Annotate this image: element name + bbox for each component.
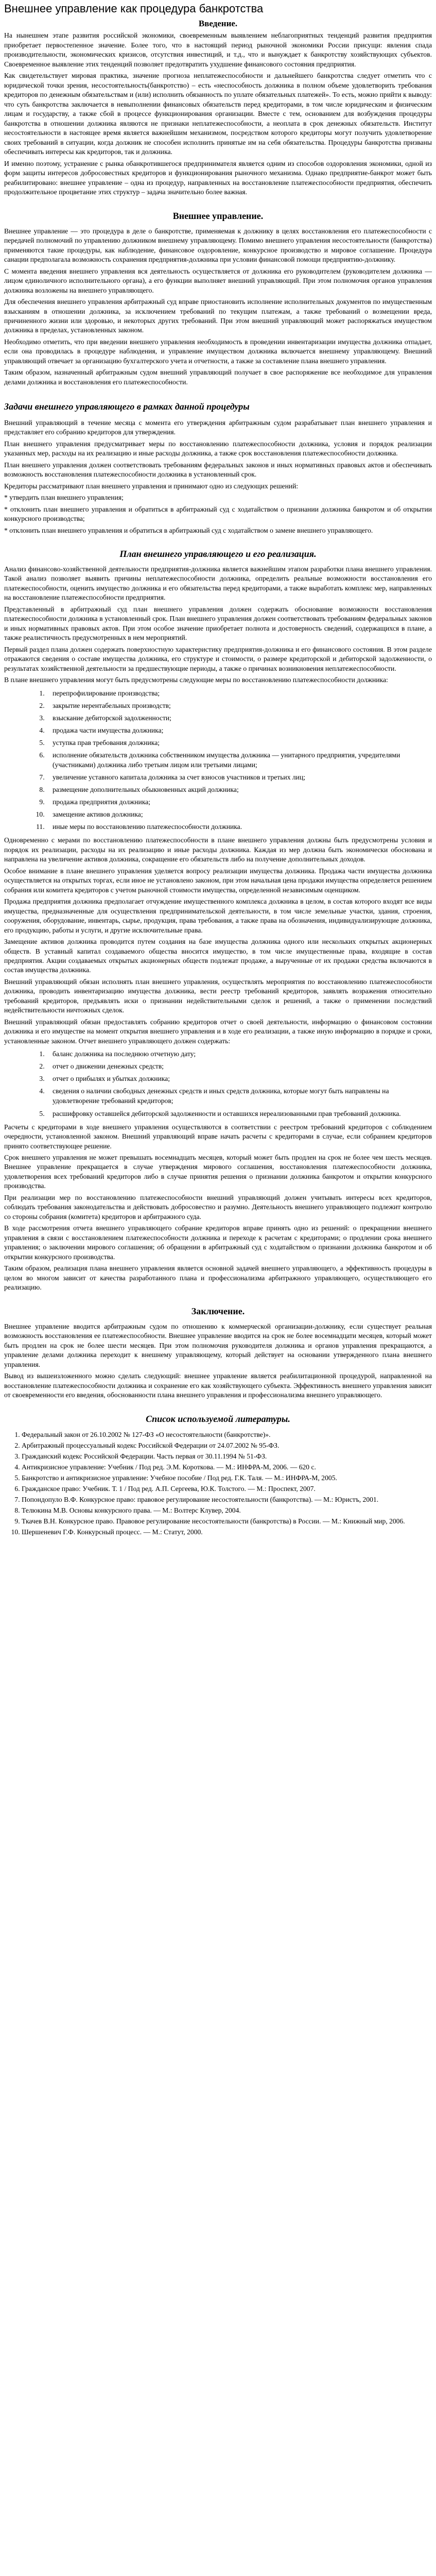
bibliography-list	[4, 1430, 432, 1537]
list-item: 3. взыскание дебиторской задолженности;	[46, 713, 432, 723]
list-item: 9. продажа предприятия должника;	[46, 797, 432, 807]
list-item: 4. сведения о наличии свободных денежных средств и иных средств должника, которые могут быть направлены на удовлетворение требований кредиторов;	[46, 1086, 432, 1106]
bibliography-item: 7. Попондопуло В.Ф. Конкурсное право: правовое регулирование несостоятельности (банкротства). — М.: Юристъ, 2001.	[22, 1495, 432, 1504]
plan-paragraph: Одновременно с мерами по восстановлению платежеспособности в плане внешнего управления должны быть предусмотрены условия и порядок их реализации, расходы на их реализацию и иные расходы должника. Каждая из мер должна быть экономически обоснована и направлена на увеличение активов должника, сокращение его обязательств либо на получение дополнительных доходов.	[4, 836, 432, 863]
bibliography-item: 2. Арбитражный процессуальный кодекс Российской Федерации от 24.07.2002 № 95-ФЗ.	[22, 1440, 432, 1450]
tasks-paragraph: * утвердить план внешнего управления;	[4, 494, 124, 502]
plan-paragraph: Расчеты с кредиторами в ходе внешнего управления осуществляются в соответствии с реестром требований кредиторов с соблюдением очередности, установленной законом. Внешний управляющий вправе начать расчеты с кредиторами в случае, если собранием кредиторов принято соответствующее решение.	[4, 1123, 432, 1150]
bibliography-item: 10. Шершеневич Г.Ф. Конкурсный процесс. — М.: Статут, 2000.	[22, 1527, 432, 1537]
tasks-paragraph: Кредиторы рассматривают план внешнего управления и принимают одно из следующих решений:	[4, 482, 299, 490]
list-item: 10. замещение активов должника;	[46, 809, 432, 819]
intro-paragraph: На нынешнем этапе развития российской экономики, своевременным выявлением неблагоприятных тенденций развития предприятия приобретает первостепенное значение. Более того, что в настоящий период рыночной экономики России присущи: явления спада производительности, экономических кризисов, отсутствия инвестиций, и т.д., что и вынуждает к банкротству хозяйствующих субъектов. Своевременное выявление этих тенденций позволяет предотвратить ухудшение финансового состояния предприятия.	[4, 31, 432, 68]
bibliography-heading: Список используемой литературы.	[146, 1413, 290, 1424]
report-list	[4, 1049, 432, 1118]
conclusion-paragraph: Вывод из вышеизложенного можно сделать следующий: внешнее управление является реабилитационной процедурой, направленной на восстановление платежеспособности должника и сохранение его как хозяйствующего субъекта. Эффективность внешнего управления зависит от своевременности его введения, обоснованности плана внешнего управления и профессионализма внешнего управляющего.	[4, 1372, 432, 1399]
list-item: 1. перепрофилирование производства;	[46, 688, 432, 698]
plan-paragraph: Первый раздел плана должен содержать поверхностную характеристику предприятия-должника и его финансового состояния. В этом разделе отражаются сведения о составе имущества должника, его структуре и стоимости, о размере кредиторской и дебиторской задолженности, о результатах хозяйственной деятельности за предшествующие периоды, а также о причинах возникновения неплатежеспособности.	[4, 645, 432, 672]
tasks-paragraph: План внешнего управления должен соответствовать требованиям федеральных законов и иных нормативных правовых актов и обеспечивать возможность восстановления платежеспособности должника в установленный срок.	[4, 461, 432, 479]
introduction-heading: Введение.	[198, 19, 238, 29]
tasks-paragraph: Внешний управляющий в течение месяца с момента его утверждения арбитражным судом разрабатывает план внешнего управления и представляет его собранию кредиторов для утверждения.	[4, 418, 432, 436]
plan-paragraph: Анализ финансово-хозяйственной деятельности предприятия-должника является важнейшим этапом разработки плана внешнего управления. Такой анализ позволяет выявить причины неплатежеспособности должника, определить реальные возможности восстановления его платежеспособности, оценить имущество должника и его обязательства перед кредиторами, а также выработать комплекс мер, направленных на восстановление платежеспособности предприятия.	[4, 565, 432, 602]
conclusion-heading: Заключение.	[191, 1306, 245, 1316]
bibliography-item: 3. Гражданский кодекс Российской Федерации. Часть первая от 30.11.1994 № 51-ФЗ.	[22, 1451, 432, 1461]
tasks-paragraph: План внешнего управления предусматривает меры по восстановлению платежеспособности должника, условия и порядок реализации указанных мер, расходы на их реализацию и иные расходы должника, а также срок восстановления платежеспособности должника.	[4, 439, 432, 457]
plan-paragraph: Замещение активов должника проводится путем создания на базе имущества должника одного или нескольких открытых акционерных обществ. В уставный капитал создаваемого общества вносится имущество, в том числе имущественные права, входящие в состав предприятия. Акции создаваемых открытых акционерных обществ подлежат продаже, а вырученные от их продажи средства включаются в состав имущества должника.	[4, 938, 432, 974]
plan-paragraph: Внешний управляющий обязан исполнять план внешнего управления, осуществлять мероприятия по восстановлению платежеспособности должника, проводить инвентаризацию имущества должника, вести реестр требований кредиторов, заявлять возражения относительно требований кредиторов, предъявлять иски о признании недействительными сделок и решений, а также о применении последствий недействительности ничтожных сделок.	[4, 977, 432, 1014]
list-item: 5. расшифровку оставшейся дебиторской задолженности и оставшихся нереализованными прав требований должника.	[46, 1109, 432, 1118]
conclusion-section	[4, 1306, 432, 1400]
bibliography-item: 4. Антикризисное управление: Учебник / Под ред. Э.М. Короткова. — М.: ИНФРА-М, 2006. — 620 с.	[22, 1462, 432, 1472]
external-management-paragraph: Необходимо отметить, что при введении внешнего управления необходимость в проведении инвентаризации имущества должника отпадает, если она проводилась в процедуре наблюдения, и управление имуществом должника включается внешнему управляющему. Внешний управляющий отвечает за организацию бухгалтерского учета и отчетности, а также за составление плана внешнего управления.	[4, 337, 432, 365]
list-item: 11. иные меры по восстановлению платежеспособности должника.	[46, 822, 432, 832]
list-item: 2. отчет о движении денежных средств;	[46, 1061, 432, 1071]
plan-paragraph: Внешний управляющий обязан предоставлять собранию кредиторов отчет о своей деятельности, информацию о финансовом состоянии должника и его имуществе на момент открытия внешнего управления и в ходе его реализации, а также иную информацию в порядке и сроки, установленные законом. Отчет внешнего управляющего должен содержать:	[4, 1018, 432, 1045]
external-management-paragraph: Таким образом, назначенный арбитражным судом внешний управляющий получает в свое распоряжение все необходимое для управления делами должника и восстановления его платежеспособности.	[4, 368, 432, 386]
bibliography-item: 1. Федеральный закон от 26.10.2002 № 127-ФЗ «О несостоятельности (банкротстве)».	[22, 1430, 432, 1439]
list-item: 3. отчет о прибылях и убытках должника;	[46, 1074, 432, 1083]
document-page	[0, 2, 436, 1548]
plan-paragraph: При реализации мер по восстановлению платежеспособности внешний управляющий должен учитывать интересы всех кредиторов, соблюдать требования законодательства и действовать добросовестно и разумно. Деятельность внешнего управляющего подлежит контролю со стороны собрания (комитета) кредиторов и арбитражного суда.	[4, 1193, 432, 1221]
plan-paragraph: Срок внешнего управления не может превышать восемнадцать месяцев, который может быть продлен на срок не более чем шесть месяцев. Внешнее управление прекращается в случае утверждения мирового соглашения, восстановления платежеспособности должника, удовлетворения всех требований кредиторов либо в случае принятия решения о признании должника банкротом и открытии конкурсного производства.	[4, 1154, 432, 1190]
bibliography-item: 8. Телюкина М.В. Основы конкурсного права. — М.: Волтерс Клувер, 2004.	[22, 1505, 432, 1515]
intro-paragraph: И именно поэтому, устранение с рынка обанкротившегося предпринимателя является одним из способов оздоровления экономики, одной из форм защиты интересов добросовестных кредиторов и функционирования рыночного механизма. Однако предприятие-банкрот может быть реабилитировано: внешнее управление – одна из процедур, направленных на восстановление платежеспособности предприятия, обеспечить продолжительное процветание этих структур – задача значительно более важная.	[4, 159, 432, 196]
external-management-paragraph: Для обеспечения внешнего управления арбитражный суд вправе приостановить исполнение исполнительных документов по имущественным взысканиям в отношении должника, за исключением требований по текущим платежам, а также требований о возмещении вреда, причиненного жизни или здоровью, и некоторых других требований. При этом внешний управляющий может распоряжаться имуществом должника в пределах, установленных законом.	[4, 298, 432, 334]
tasks-section	[4, 400, 432, 535]
tasks-paragraph: * отклонить план внешнего управления и обратиться в арбитражный суд с ходатайством о замене внешнего управляющего.	[4, 526, 373, 534]
bibliography-section	[4, 1414, 432, 1537]
plan-paragraph: Таким образом, реализация плана внешнего управления является основной задачей внешнего управляющего, а эффективность процедуры в целом во многом зависит от качества разработанного плана и профессионализма арбитражного управляющего, осуществляющего его реализацию.	[4, 1264, 432, 1292]
plan-paragraph: Представленный в арбитражный суд план внешнего управления должен содержать обоснование возможности восстановления платежеспособности должника в установленный срок. План внешнего управления должен соответствовать требованиям федеральных законов и иных нормативных правовых актов. При этом особое значение приобретает полнота и достоверность сведений, содержащихся в плане, а также реалистичность предусмотренных в нем мероприятий.	[4, 605, 432, 642]
plan-paragraph: В ходе рассмотрения отчета внешнего управляющего собрание кредиторов вправе принять одно из решений: о прекращении внешнего управления в связи с восстановлением платежеспособности должника и переходе к расчетам с кредиторами; о продлении срока внешнего управления; о заключении мирового соглашения; об обращении в арбитражный суд с ходатайством о признании должника банкротом и об открытии конкурсного производства.	[4, 1224, 432, 1261]
bibliography-item: 6. Гражданское право: Учебник. Т. 1 / Под ред. А.П. Сергеева, Ю.К. Толстого. — М.: Проспект, 2007.	[22, 1484, 432, 1494]
list-item: 5. уступка прав требования должника;	[46, 738, 432, 748]
introduction-section	[4, 19, 432, 197]
tasks-heading: Задачи внешнего управляющего в рамках данной процедуры	[4, 401, 250, 412]
list-item: 8. размещение дополнительных обыкновенных акций должника;	[46, 785, 432, 794]
external-management-section	[4, 211, 432, 387]
external-management-paragraph: С момента введения внешнего управления вся деятельность осуществляется от должника его руководителем (руководителем должника — лицом единоличного исполнительного органа), а его функции выполняет внешний управляющий. При этом полномочия органов управления должника возложены на внешнего управляющего.	[4, 267, 432, 294]
list-item: 7. увеличение уставного капитала должника за счет взносов участников и третьих лиц;	[46, 772, 432, 782]
list-item: 2. закрытие нерентабельных производств;	[46, 701, 432, 710]
page-title: Внешнее управление как процедура банкротства	[4, 2, 264, 15]
measures-list	[4, 688, 432, 832]
intro-paragraph: Как свидетельствует мировая практика, значение прогноза неплатежеспособности и дальнейшего банкротства следует отметить что с юридической точки зрения, несостоятельность(банкротство) – есть «неспособность должника в полном объеме удовлетворить требования кредиторов по денежным обязательствам и (или) исполнить обязанность по уплате обязательных платежей». То есть, можно прийти к выводу: что суть банкротства заключается в невыполнении финансовых обязательств перед кредиторами, в том числе юридическим и физическим лицам и государству, а также сбой в процессе функционирования организации. Вместе с тем, основанием для возбуждения процедуры банкротства в отношении должника являются не признаки неплатежеспособности, а неоплата в срок денежных обязательств. Институт несостоятельности в настоящее время является важнейшим механизмом, посредством которого кредиторы могут получить удовлетворение своих требований в ситуации, когда должник не способен исполнить принятые им на себя обязательства. Процедуры банкротства призваны обеспечивать интересы как кредиторов, так и должника.	[4, 72, 432, 156]
list-item: 1. баланс должника на последнюю отчетную дату;	[46, 1049, 432, 1059]
plan-paragraph: Особое внимание в плане внешнего управления уделяется вопросу реализации имущества должника. Продажа части имущества должника осуществляется на открытых торгах, если иное не установлено законом, при этом начальная цена продажи имущества определяется решением собрания или комитета кредиторов с учетом рыночной стоимости имущества, определенной независимым оценщиком.	[4, 867, 432, 894]
conclusion-paragraph: Внешнее управление вводится арбитражным судом по отношению к коммерческой организации-должнику, если существует реальная возможность восстановления ее платежеспособности. Внешнее управление вводится на срок не более восемнадцати месяцев, который может быть продлен на срок не более шести месяцев. При этом полномочия руководителя должника и органов управления прекращаются, а управление делами должника переходит к внешнему управляющему, который действует на основании утвержденного плана внешнего управления.	[4, 1322, 432, 1368]
plan-paragraph: В плане внешнего управления могут быть предусмотрены следующие меры по восстановлению платежеспособности должника:	[4, 676, 388, 684]
plan-paragraph: Продажа предприятия должника предполагает отчуждение имущественного комплекса должника в целом, в состав которого входят все виды имущества, предназначенные для осуществления предпринимательской деятельности, в том числе земельные участки, здания, строения, сооружения, оборудование, инвентарь, сырье, продукция, права требования, а также права на обозначения, индивидуализирующие должника, его продукцию, работы и услуги, и другие исключительные права.	[4, 897, 432, 934]
external-management-paragraph: Внешнее управление — это процедура в деле о банкротстве, применяемая к должнику в целях восстановления его платежеспособности с передачей полномочий по управлению должником внешнему управляющему. Помимо внешнего управления несостоятельности (банкротства) применяются такие процедуры, как наблюдение, финансовое оздоровление, конкурсное производство и мировое соглашение. Процедура санации предполагала возможность сохранения предприятия-должника при условии финансовой помощи предприятию-должнику.	[4, 227, 432, 264]
bibliography-item: 5. Банкротство и антикризисное управление: Учебное пособие / Под ред. Г.К. Таля. — М.: ИНФРА-М, 2005.	[22, 1473, 432, 1483]
external-management-heading: Внешнее управление.	[172, 210, 264, 221]
list-item: 6. исполнение обязательств должника собственником имущества должника — унитарного предприятия, учредителями (участниками) должника либо третьим лицом или третьими лицами;	[46, 750, 432, 770]
plan-heading: План внешнего управляющего и его реализация.	[119, 549, 317, 559]
bibliography-item: 9. Ткачев В.Н. Конкурсное право. Правовое регулирование несостоятельности (банкротства) в России. — М.: Книжный мир, 2006.	[22, 1516, 432, 1526]
tasks-paragraph: * отклонить план внешнего управления и обратиться в арбитражный суд с ходатайством о признании должника банкротом и об открытии конкурсного производства;	[4, 505, 432, 523]
plan-section	[4, 549, 432, 1293]
list-item: 4. продажа части имущества должника;	[46, 725, 432, 735]
